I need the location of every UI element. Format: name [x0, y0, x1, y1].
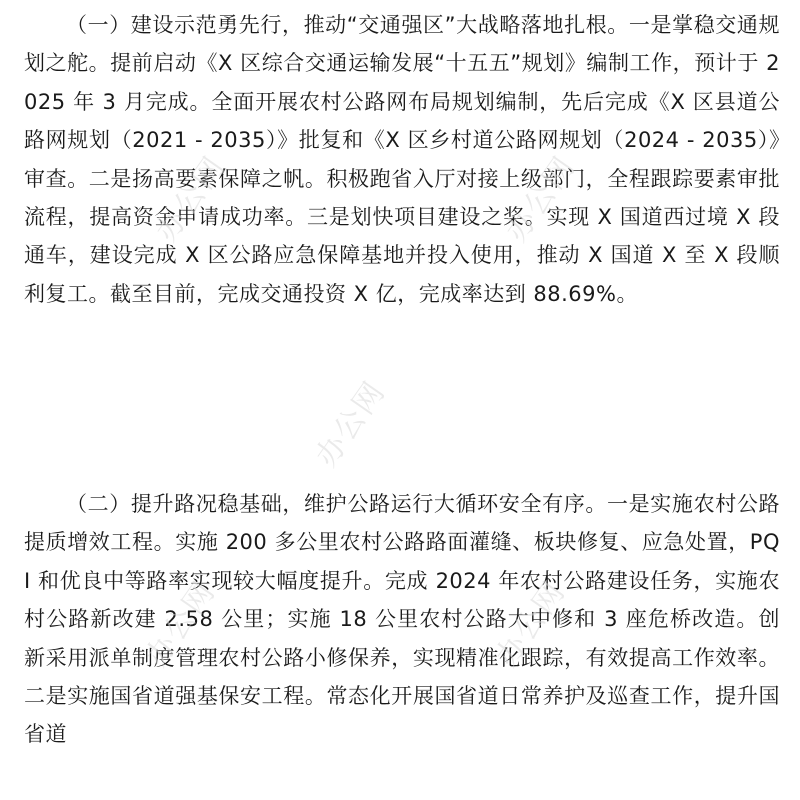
watermark: 办公网 [149, 149, 233, 249]
watermark: 办公网 [499, 149, 583, 249]
watermark: 办公网 [309, 374, 393, 474]
paragraph-1: （一）建设示范勇先行，推动“交通强区”大战略落地扎根。一是掌稳交通规划之舵。提前启动《X 区综合交通运输发展“十五五”规划》编制工作，预计于 2025 年 3 月完成。全面开展农村公路网布局规划编制，先后完成《X 区县道公路网规划（2021 - 2035）》批复和《X 区乡村道公路网规划（2024 - 2035）》审查。二是扬高要素保障之帆。积极跑省入厅对接上级部门，全程跟踪要素审批流程，提高资金申请成功率。三是划快项目建设之桨。实现 X 国道西过境 X 段通车，建设完成 X 区公路应急保障基地并投入使用，推动 X 国道 X 至 X 段顺利复工。截至目前，完成交通投资 X 亿，完成率达到 88.69%。 [24, 13, 780, 306]
watermark: 办公网 [489, 574, 573, 674]
watermark: 办公网 [139, 574, 223, 674]
paragraph-2: （二）提升路况稳基础，维护公路运行大循环安全有序。一是实施农村公路提质增效工程。实施 200 多公里农村公路路面灌缝、板块修复、应急处置，PQI 和优良中等路率实现较大幅度提升。完成 2024 年农村公路建设任务，实施农村公路新改建 2.58 公里；实施 18 公里农村公路大中修和 3 座危桥改造。创新采用派单制度管理农村公路小修保养，实现精准化跟踪，有效提高工作效率。二是实施国省道强基保安工程。常态化开展国省道日常养护及巡查工作，提升国省道 [24, 492, 780, 747]
